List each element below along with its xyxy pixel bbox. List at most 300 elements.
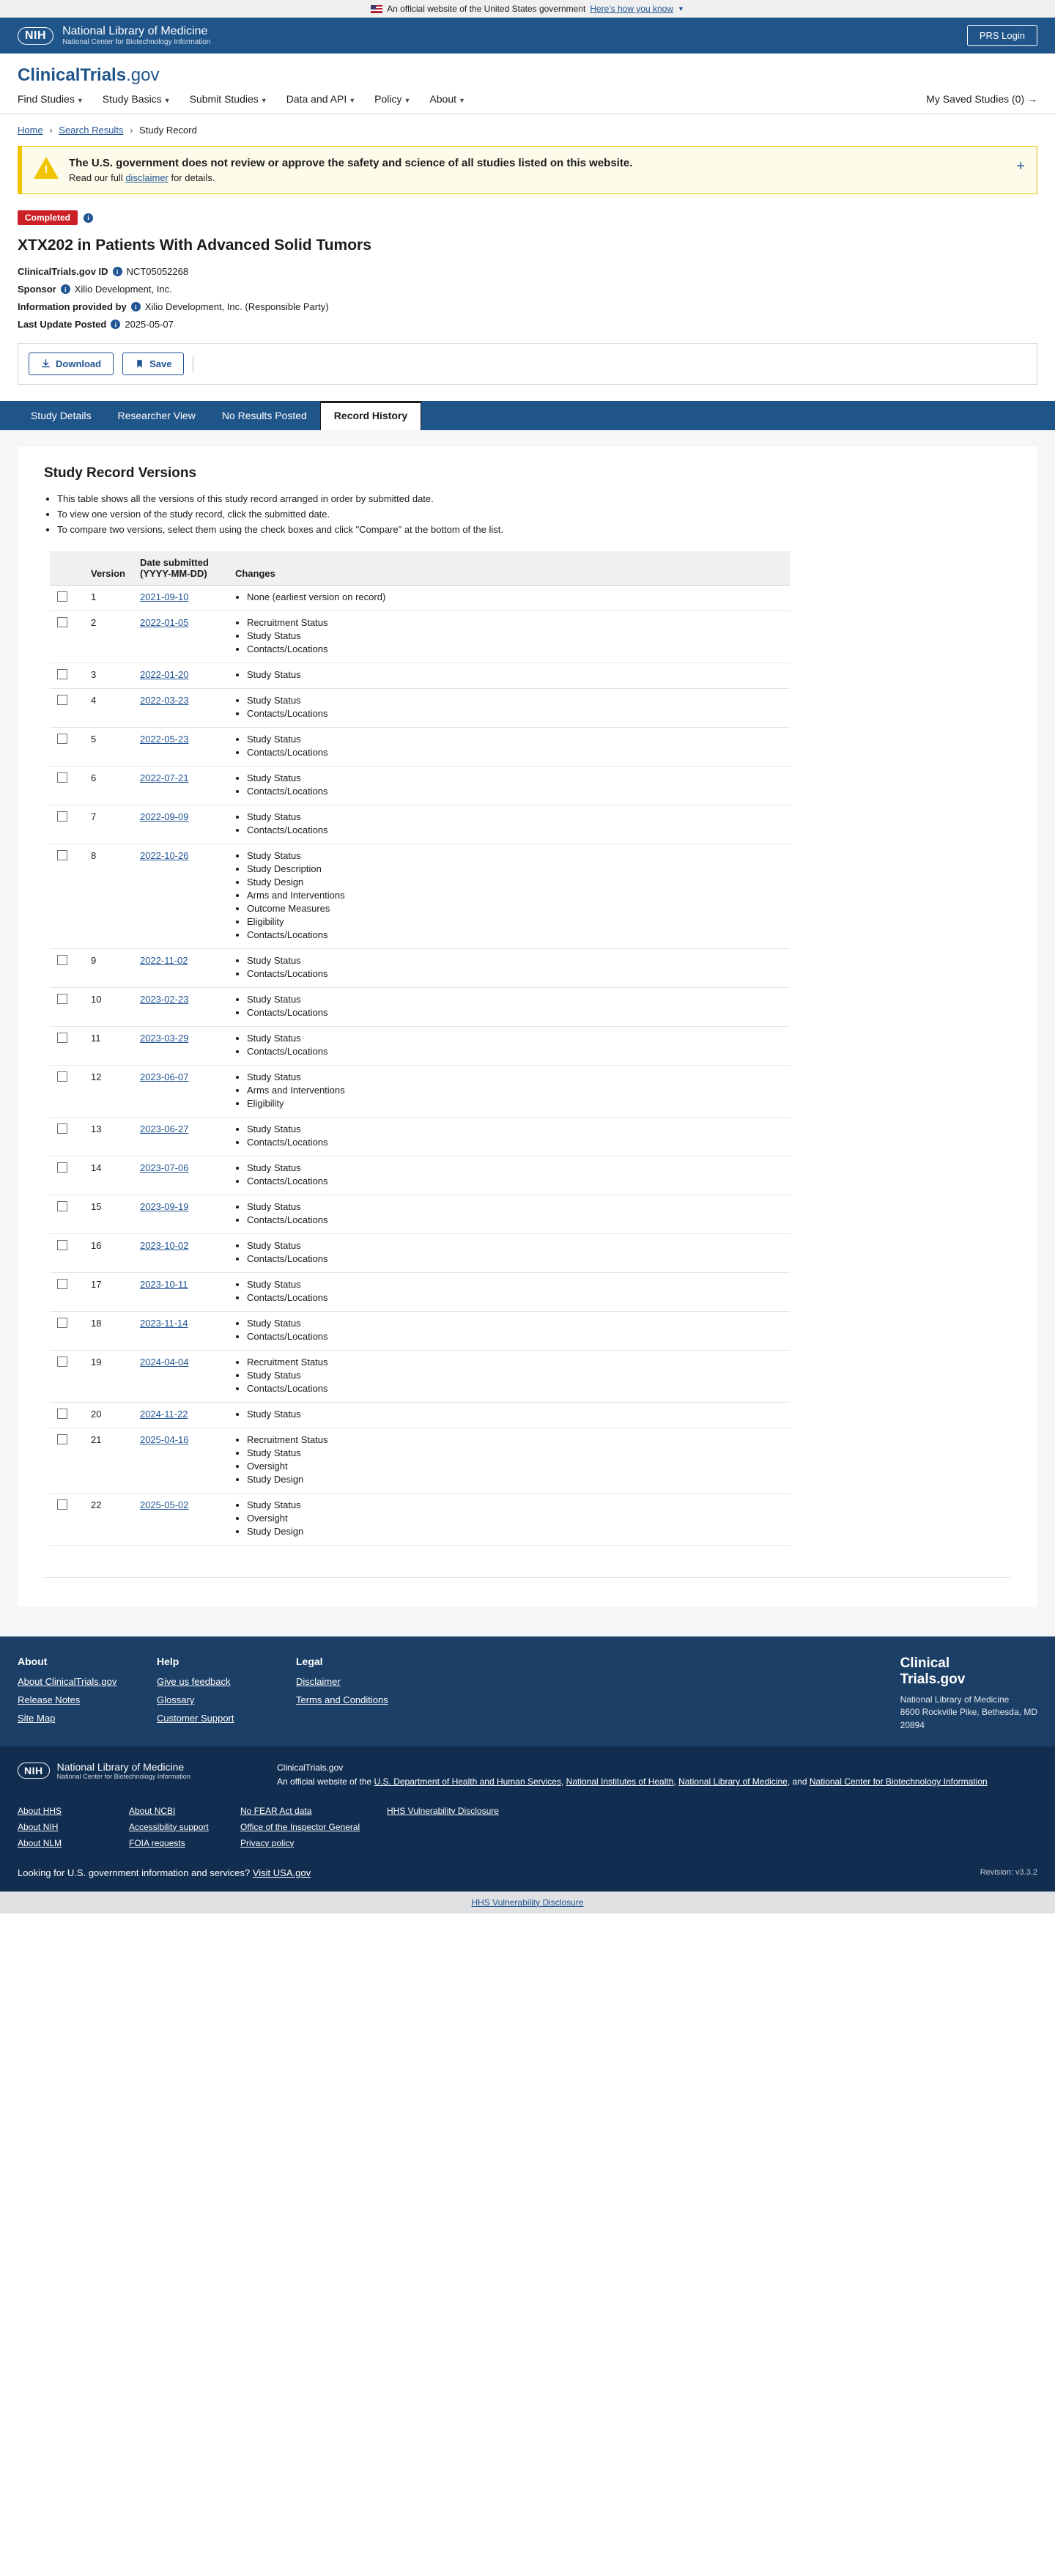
changes-cell bbox=[228, 586, 790, 611]
note-item: • To compare two versions, select them using the check boxes and click "Compare" at the bottom of the list. bbox=[57, 524, 1011, 535]
version-number-cell: 4 bbox=[84, 689, 133, 728]
version-date-link[interactable]: 2022-11-02 bbox=[139, 955, 188, 967]
changes-list bbox=[235, 591, 782, 602]
row-select-cell bbox=[50, 586, 84, 611]
version-number-cell: 19 bbox=[84, 1351, 133, 1403]
footer-link-about-hhs[interactable]: About HHS bbox=[18, 1805, 62, 1816]
row-select-cell bbox=[50, 1351, 84, 1403]
footer-brand-org: National Library of Medicine bbox=[900, 1694, 1010, 1705]
changes-cell bbox=[228, 1027, 790, 1066]
tab-study-details[interactable]: Study Details bbox=[31, 410, 92, 422]
version-date-link[interactable]: 2024-04-04 bbox=[139, 1357, 189, 1368]
version-date-link[interactable]: 2025-04-16 bbox=[139, 1434, 189, 1446]
version-date-link[interactable]: 2025-05-02 bbox=[139, 1499, 189, 1511]
footer-link-ncbi[interactable]: National Center for Biotechnology Information bbox=[809, 1776, 988, 1787]
site-brand[interactable] bbox=[18, 65, 1037, 86]
table-row bbox=[50, 1351, 790, 1403]
change-item: • Study Status bbox=[247, 734, 782, 745]
change-item: • Study Status bbox=[247, 955, 782, 966]
changes-list bbox=[235, 669, 782, 680]
changes-cell bbox=[228, 689, 790, 728]
nav-item-submit-studies[interactable] bbox=[190, 93, 267, 105]
version-number-cell: 14 bbox=[84, 1156, 133, 1195]
version-number-cell: 18 bbox=[84, 1312, 133, 1351]
version-number-cell: 22 bbox=[84, 1494, 133, 1546]
changes-cell bbox=[228, 988, 790, 1027]
expand-alert-button[interactable]: + bbox=[1016, 158, 1025, 175]
record-history-notes bbox=[57, 493, 1011, 535]
table-row bbox=[50, 1066, 790, 1118]
note-item: • This table shows all the versions of this study record arranged in order by submitted date. bbox=[57, 493, 1011, 504]
table-row bbox=[50, 1312, 790, 1351]
info-icon[interactable]: i bbox=[111, 320, 120, 329]
meta-value: Xilio Development, Inc. bbox=[74, 284, 172, 295]
footer-link-privacy-policy[interactable]: Privacy policy bbox=[240, 1837, 295, 1848]
footer-link-site-map[interactable]: Site Map bbox=[18, 1713, 56, 1724]
table-row bbox=[50, 1195, 790, 1234]
version-date-link[interactable]: 2023-09-19 bbox=[139, 1201, 189, 1213]
row-select-cell bbox=[50, 611, 84, 663]
table-row bbox=[50, 988, 790, 1027]
footer-link-col-2 bbox=[129, 1806, 240, 1854]
table-row bbox=[50, 611, 790, 663]
warning-icon bbox=[34, 157, 59, 179]
brand-suffix: .gov bbox=[126, 65, 160, 86]
footer-brand-title bbox=[900, 1656, 1037, 1688]
meta-label: Sponsor bbox=[18, 284, 56, 295]
change-item: • Study Status bbox=[247, 1370, 782, 1381]
date-submitted-cell bbox=[133, 988, 228, 1027]
footer-link-nlm[interactable]: National Library of Medicine bbox=[678, 1776, 788, 1787]
version-checkbox[interactable] bbox=[57, 955, 67, 965]
version-number-cell: 21 bbox=[84, 1428, 133, 1494]
meta-information-provided-by bbox=[18, 301, 1037, 312]
revision-label: Revision: v3.3.2 bbox=[980, 1867, 1037, 1877]
breadcrumb-home[interactable]: Home bbox=[18, 125, 43, 136]
changes-list bbox=[235, 734, 782, 758]
version-checkbox[interactable] bbox=[57, 1357, 67, 1367]
version-checkbox[interactable] bbox=[57, 695, 67, 705]
version-number-cell: 17 bbox=[84, 1273, 133, 1312]
nav-item-about[interactable] bbox=[429, 93, 465, 105]
footer-site-name: ClinicalTrials.gov bbox=[277, 1763, 344, 1774]
version-checkbox[interactable] bbox=[57, 1201, 67, 1211]
breadcrumb-current: Study Record bbox=[139, 125, 197, 136]
version-checkbox[interactable] bbox=[57, 811, 67, 822]
version-checkbox[interactable] bbox=[57, 1071, 67, 1082]
nav-label: Study Basics bbox=[102, 93, 162, 106]
nav-label: Policy bbox=[374, 93, 402, 106]
meta-value: NCT05052268 bbox=[126, 266, 189, 278]
changes-list bbox=[235, 1409, 782, 1420]
change-item: • Study Status bbox=[247, 994, 782, 1005]
footer-link-about-nlm[interactable]: About NLM bbox=[18, 1837, 62, 1848]
version-checkbox[interactable] bbox=[57, 1434, 67, 1444]
row-select-cell bbox=[50, 1234, 84, 1273]
version-checkbox[interactable] bbox=[57, 1033, 67, 1043]
version-date-link[interactable]: 2022-07-21 bbox=[139, 772, 189, 784]
version-checkbox[interactable] bbox=[57, 669, 67, 679]
version-date-link[interactable]: 2022-10-26 bbox=[139, 850, 189, 862]
page-title: XTX202 in Patients With Advanced Solid Tumors bbox=[18, 237, 371, 254]
tab-researcher-view[interactable]: Researcher View bbox=[117, 410, 196, 422]
version-checkbox[interactable] bbox=[57, 850, 67, 860]
version-checkbox[interactable] bbox=[57, 994, 67, 1004]
change-item: • Recruitment Status bbox=[247, 1434, 782, 1445]
date-submitted-cell bbox=[133, 767, 228, 805]
row-select-cell bbox=[50, 1428, 84, 1494]
row-select-cell bbox=[50, 988, 84, 1027]
breadcrumb-separator: › bbox=[49, 125, 53, 136]
version-number-cell: 8 bbox=[84, 844, 133, 949]
change-item: • Contacts/Locations bbox=[247, 1007, 782, 1018]
version-checkbox[interactable] bbox=[57, 1499, 67, 1510]
row-select-cell bbox=[50, 1156, 84, 1195]
nav-item-study-basics[interactable] bbox=[103, 93, 171, 105]
change-item: • Study Status bbox=[247, 669, 782, 680]
changes-list bbox=[235, 1357, 782, 1394]
version-checkbox[interactable] bbox=[57, 591, 67, 602]
row-select-cell bbox=[50, 1066, 84, 1118]
version-date-link[interactable]: 2023-07-06 bbox=[139, 1162, 189, 1174]
status-badge: Completed bbox=[18, 210, 78, 225]
changes-cell bbox=[228, 1156, 790, 1195]
changes-list bbox=[235, 617, 782, 654]
date-submitted-cell bbox=[133, 586, 228, 611]
nlm-branding[interactable] bbox=[18, 25, 210, 46]
change-item: • Study Status bbox=[247, 1240, 782, 1251]
date-submitted-cell bbox=[133, 1312, 228, 1351]
status-row bbox=[18, 210, 1037, 225]
row-select-cell bbox=[50, 1027, 84, 1066]
date-submitted-cell bbox=[133, 1195, 228, 1234]
change-item: • Arms and Interventions bbox=[247, 1085, 782, 1096]
change-item: • Contacts/Locations bbox=[247, 1137, 782, 1148]
column-header-changes: Changes bbox=[228, 551, 790, 586]
change-item: • Contacts/Locations bbox=[247, 786, 782, 797]
meta-value: Xilio Development, Inc. (Responsible Party) bbox=[144, 301, 329, 313]
version-date-link[interactable]: 2023-06-27 bbox=[139, 1123, 189, 1135]
download-button[interactable] bbox=[29, 353, 114, 375]
usa-gov-link[interactable]: Visit USA.gov bbox=[252, 1867, 311, 1878]
column-header-date-submitted: Date submitted (YYYY-MM-DD) bbox=[133, 551, 228, 586]
version-date-link[interactable]: 2023-10-02 bbox=[139, 1240, 189, 1252]
changes-list bbox=[235, 1123, 782, 1148]
footer-heading: Help bbox=[157, 1656, 179, 1668]
change-item: • Study Design bbox=[247, 876, 782, 887]
nav-label: Submit Studies bbox=[189, 93, 259, 106]
version-checkbox[interactable] bbox=[57, 772, 67, 783]
breadcrumb-separator: › bbox=[130, 125, 133, 136]
footer-nlm-logo bbox=[18, 1761, 259, 1780]
footer-link-about-nih[interactable]: About NIH bbox=[18, 1821, 59, 1832]
version-number-cell: 12 bbox=[84, 1066, 133, 1118]
change-item: • Study Design bbox=[247, 1526, 782, 1537]
change-item: • Contacts/Locations bbox=[247, 929, 782, 940]
meta-last-update-posted bbox=[18, 319, 1037, 330]
version-number-cell: 1 bbox=[84, 586, 133, 611]
version-checkbox[interactable] bbox=[57, 734, 67, 744]
footer-link-hhs[interactable]: U.S. Department of Health and Human Services bbox=[374, 1776, 561, 1787]
footer-link-inspector-general[interactable]: Office of the Inspector General bbox=[240, 1821, 360, 1832]
footer-official-text: ClinicalTrials.gov An official website of the U.S. Department of Health and Human Services, National Institutes of Health, National Library of Medicine, and National Center for Biotechnology Information bbox=[277, 1763, 988, 1787]
changes-list bbox=[235, 1434, 782, 1485]
change-item: • Study Status bbox=[247, 1279, 782, 1290]
change-item: • Study Status bbox=[247, 772, 782, 783]
versions-table-footer bbox=[44, 1546, 1011, 1578]
us-flag-icon bbox=[371, 5, 382, 13]
disclaimer-alert bbox=[18, 146, 1037, 194]
row-select-cell bbox=[50, 1273, 84, 1312]
version-checkbox[interactable] bbox=[57, 1279, 67, 1289]
chevron-down-icon: ▼ bbox=[76, 97, 84, 105]
breadcrumb-search-results[interactable]: Search Results bbox=[59, 125, 124, 136]
change-item: • Contacts/Locations bbox=[247, 1331, 782, 1342]
date-submitted-cell bbox=[133, 1403, 228, 1428]
change-item: • Study Status bbox=[247, 695, 782, 706]
download-icon bbox=[41, 359, 51, 369]
version-date-link[interactable]: 2022-05-23 bbox=[139, 734, 189, 745]
change-item: • Eligibility bbox=[247, 916, 782, 927]
nav-label: Find Studies bbox=[18, 93, 75, 106]
changes-cell bbox=[228, 805, 790, 844]
row-select-cell bbox=[50, 767, 84, 805]
version-checkbox[interactable] bbox=[57, 1409, 67, 1419]
footer-link-about-ncbi[interactable]: About NCBI bbox=[129, 1805, 176, 1816]
change-item: • Study Design bbox=[247, 1474, 782, 1485]
info-icon[interactable]: i bbox=[61, 284, 70, 294]
meta-label: Information provided by bbox=[18, 301, 127, 313]
change-item: • Study Status bbox=[247, 850, 782, 861]
date-submitted-cell bbox=[133, 1273, 228, 1312]
alert-sub-prefix: Read our full bbox=[69, 172, 126, 184]
versions-table-head bbox=[50, 551, 790, 586]
change-item: • Contacts/Locations bbox=[247, 708, 782, 719]
date-submitted-cell bbox=[133, 728, 228, 767]
column-header-select bbox=[50, 551, 84, 586]
alert-sub-suffix: for details. bbox=[168, 172, 215, 184]
main-nav bbox=[0, 86, 1055, 114]
change-item: • Study Status bbox=[247, 1318, 782, 1329]
version-date-link[interactable]: 2023-02-23 bbox=[139, 994, 189, 1005]
footer-brand-address bbox=[900, 1694, 1037, 1732]
change-item: • Study Status bbox=[247, 1201, 782, 1212]
footer-link-glossary[interactable]: Glossary bbox=[157, 1694, 195, 1706]
footer-link-terms-and-conditions[interactable]: Terms and Conditions bbox=[296, 1694, 388, 1706]
note-item: • To view one version of the study record, click the submitted date. bbox=[57, 509, 1011, 520]
nav-item-data-and-api[interactable] bbox=[286, 93, 355, 105]
table-row bbox=[50, 1118, 790, 1156]
footer-link-about-clinicaltrials[interactable]: About ClinicalTrials.gov bbox=[18, 1676, 117, 1688]
footer-link-hhs-vulnerability-disclosure[interactable]: HHS Vulnerability Disclosure bbox=[387, 1805, 499, 1816]
version-date-link[interactable]: 2022-01-20 bbox=[139, 669, 189, 681]
disclaimer-link[interactable]: disclaimer bbox=[125, 172, 169, 184]
footer-link-no-fear-act[interactable]: No FEAR Act data bbox=[240, 1805, 312, 1816]
row-select-cell bbox=[50, 805, 84, 844]
change-item: • Study Description bbox=[247, 863, 782, 874]
changes-cell bbox=[228, 1428, 790, 1494]
tab-no-results-posted[interactable]: No Results Posted bbox=[221, 410, 307, 422]
change-item: • Study Status bbox=[247, 1071, 782, 1082]
version-date-link[interactable]: 2024-11-22 bbox=[139, 1409, 188, 1420]
version-date-link[interactable]: 2023-11-14 bbox=[139, 1318, 188, 1329]
row-select-cell bbox=[50, 844, 84, 949]
date-submitted-cell bbox=[133, 1351, 228, 1403]
change-item: • Arms and Interventions bbox=[247, 890, 782, 901]
change-item: • Contacts/Locations bbox=[247, 747, 782, 758]
changes-cell bbox=[228, 663, 790, 689]
version-number-cell: 2 bbox=[84, 611, 133, 663]
row-select-cell bbox=[50, 689, 84, 728]
footer-link-release-notes[interactable]: Release Notes bbox=[18, 1694, 81, 1706]
changes-list bbox=[235, 994, 782, 1018]
footer-official-and: and bbox=[792, 1776, 810, 1787]
version-number-cell: 9 bbox=[84, 949, 133, 988]
version-date-link[interactable]: 2023-10-11 bbox=[139, 1279, 188, 1291]
breadcrumb bbox=[0, 114, 1055, 146]
footer-link-col-4 bbox=[387, 1806, 533, 1854]
row-select-cell bbox=[50, 1312, 84, 1351]
my-saved-studies-link[interactable]: My Saved Studies (0) → bbox=[926, 93, 1037, 106]
changes-list bbox=[235, 695, 782, 719]
date-submitted-cell bbox=[133, 1027, 228, 1066]
footer-link-give-us-feedback[interactable]: Give us feedback bbox=[157, 1676, 231, 1688]
footer-link-customer-support[interactable]: Customer Support bbox=[157, 1713, 234, 1724]
change-item: • Outcome Measures bbox=[247, 903, 782, 914]
how-you-know-link[interactable]: Here's how you know bbox=[590, 4, 674, 14]
change-item: • Study Status bbox=[247, 1499, 782, 1510]
version-number-cell: 11 bbox=[84, 1027, 133, 1066]
alert-title: The U.S. government does not review or approve the safety and science of all studies listed on this website. bbox=[69, 157, 633, 170]
footer-columns bbox=[18, 1656, 1037, 1732]
record-history-panel-wrap bbox=[0, 430, 1055, 1636]
date-submitted-cell bbox=[133, 805, 228, 844]
footer-link-disclaimer[interactable]: Disclaimer bbox=[296, 1676, 341, 1688]
footer-brand-line1: Clinical bbox=[900, 1656, 950, 1672]
changes-list bbox=[235, 955, 782, 979]
footer-brand-line2: Trials.gov bbox=[900, 1672, 966, 1688]
version-number-cell: 3 bbox=[84, 663, 133, 689]
row-select-cell bbox=[50, 949, 84, 988]
info-icon[interactable]: i bbox=[113, 267, 122, 276]
info-icon[interactable]: i bbox=[84, 213, 93, 223]
changes-list bbox=[235, 1318, 782, 1342]
version-date-link[interactable]: 2023-06-07 bbox=[139, 1071, 189, 1083]
footer-link-accessibility-support[interactable]: Accessibility support bbox=[129, 1821, 209, 1832]
version-date-link[interactable]: 2021-09-10 bbox=[139, 591, 189, 603]
nlm-header-bar bbox=[0, 18, 1055, 53]
info-icon[interactable]: i bbox=[131, 302, 141, 311]
chevron-down-icon[interactable]: ▼ bbox=[678, 5, 684, 12]
table-row bbox=[50, 805, 790, 844]
changes-cell bbox=[228, 767, 790, 805]
table-row bbox=[50, 1234, 790, 1273]
version-checkbox[interactable] bbox=[57, 1162, 67, 1173]
change-item: • Study Status bbox=[247, 630, 782, 641]
version-number-cell: 16 bbox=[84, 1234, 133, 1273]
date-submitted-cell bbox=[133, 1428, 228, 1494]
chevron-down-icon: ▼ bbox=[404, 97, 411, 105]
table-row bbox=[50, 1403, 790, 1428]
footer-official-prefix: An official website of the bbox=[277, 1776, 374, 1787]
version-checkbox[interactable] bbox=[57, 1318, 67, 1328]
change-item: • Contacts/Locations bbox=[247, 643, 782, 654]
change-item: • Study Status bbox=[247, 1409, 782, 1420]
table-row bbox=[50, 767, 790, 805]
version-checkbox[interactable] bbox=[57, 1123, 67, 1134]
date-submitted-cell bbox=[133, 1494, 228, 1546]
table-row bbox=[50, 1027, 790, 1066]
save-button[interactable] bbox=[122, 353, 184, 375]
version-date-link[interactable]: 2023-03-29 bbox=[139, 1033, 189, 1044]
version-date-link[interactable]: 2022-03-23 bbox=[139, 695, 189, 706]
version-date-link[interactable]: 2022-09-09 bbox=[139, 811, 189, 823]
tab-bar bbox=[0, 401, 1055, 430]
gov-banner-text: An official website of the United States government bbox=[387, 4, 586, 14]
footer-bottom-vulnerability-link[interactable]: HHS Vulnerability Disclosure bbox=[471, 1897, 584, 1908]
prs-login-button[interactable]: PRS Login bbox=[967, 25, 1037, 46]
row-select-cell bbox=[50, 1494, 84, 1546]
row-select-cell bbox=[50, 1195, 84, 1234]
change-item: • Study Status bbox=[247, 811, 782, 822]
footer-column-legal bbox=[296, 1656, 435, 1732]
save-label: Save bbox=[149, 358, 172, 370]
version-number-cell: 5 bbox=[84, 728, 133, 767]
column-header-version: Version bbox=[84, 551, 133, 586]
changes-list bbox=[235, 1201, 782, 1225]
record-history-panel bbox=[18, 446, 1037, 1607]
changes-list bbox=[235, 850, 782, 940]
bookmark-icon bbox=[135, 359, 144, 369]
change-item: • Oversight bbox=[247, 1513, 782, 1524]
table-row bbox=[50, 1156, 790, 1195]
changes-cell bbox=[228, 1351, 790, 1403]
nih-logo: NIH bbox=[18, 1763, 50, 1779]
row-select-cell bbox=[50, 1118, 84, 1156]
footer-link-nih[interactable]: National Institutes of Health bbox=[566, 1776, 674, 1787]
footer-link-foia-requests[interactable]: FOIA requests bbox=[129, 1837, 185, 1848]
change-item: • None (earliest version on record) bbox=[247, 591, 782, 602]
change-item: • Contacts/Locations bbox=[247, 1214, 782, 1225]
changes-cell bbox=[228, 1312, 790, 1351]
changes-cell bbox=[228, 1118, 790, 1156]
version-checkbox[interactable] bbox=[57, 617, 67, 627]
version-date-link[interactable]: 2022-01-05 bbox=[139, 617, 189, 629]
versions-table bbox=[50, 551, 790, 1546]
date-submitted-cell bbox=[133, 1118, 228, 1156]
chevron-down-icon: ▼ bbox=[349, 97, 356, 105]
date-submitted-cell bbox=[133, 1156, 228, 1195]
footer-column-help bbox=[157, 1656, 296, 1732]
tab-record-history[interactable]: Record History bbox=[320, 401, 421, 430]
download-label: Download bbox=[56, 358, 102, 370]
changes-list bbox=[235, 1033, 782, 1057]
date-submitted-cell bbox=[133, 1234, 228, 1273]
date-submitted-cell bbox=[133, 611, 228, 663]
change-item: • Contacts/Locations bbox=[247, 1176, 782, 1186]
change-item: • Contacts/Locations bbox=[247, 1383, 782, 1394]
nav-item-policy[interactable] bbox=[374, 93, 410, 105]
nav-item-find-studies[interactable] bbox=[18, 93, 84, 105]
meta-label: ClinicalTrials.gov ID bbox=[18, 266, 108, 278]
footer-link-grid bbox=[18, 1806, 1037, 1854]
versions-table-body bbox=[50, 586, 790, 1546]
table-row bbox=[50, 1273, 790, 1312]
footer-bottom-bar bbox=[0, 1892, 1055, 1913]
version-checkbox[interactable] bbox=[57, 1240, 67, 1250]
table-row bbox=[50, 1428, 790, 1494]
gov-banner bbox=[0, 0, 1055, 18]
